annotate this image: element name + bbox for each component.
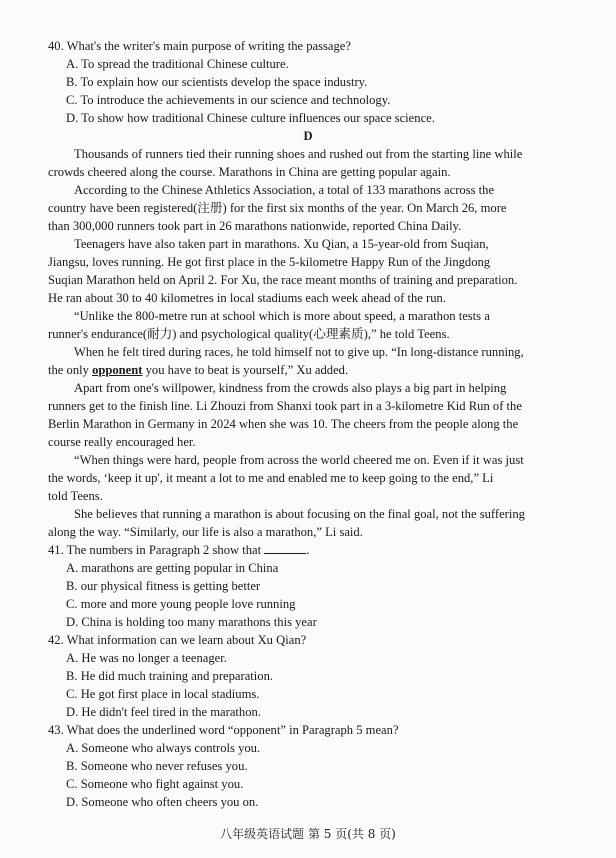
q40-stem: 40. What's the writer's main purpose of writing the passage? (48, 39, 351, 53)
passage-line: He ran about 30 to 40 kilometres in local stadiums each week ahead of the run. (48, 291, 446, 305)
q42-option-c: C. He got first place in local stadiums. (66, 687, 260, 701)
q42-option-b: B. He did much training and preparation. (66, 669, 274, 683)
underlined-word-opponent: opponent (92, 363, 143, 377)
q43-option-c: C. Someone who fight against you. (66, 777, 244, 791)
q43-option-a: A. Someone who always controls you. (66, 741, 261, 755)
q42-option-a: A. He was no longer a teenager. (66, 651, 227, 665)
passage-text: you have to beat is yourself,” Xu added. (142, 363, 349, 377)
q40-option-b: B. To explain how our scientists develop the space industry. (66, 75, 368, 89)
q43-option-b: B. Someone who never refuses you. (66, 759, 248, 773)
passage-line: Jiangsu, loves running. He got first place in the 5-kilometre Happy Run of the Jingdong (48, 255, 491, 269)
q43-option-d: D. Someone who often cheers you on. (66, 795, 259, 809)
page-footer: 八年级英语试题 第 5 页(共 8 页) (220, 827, 396, 841)
passage-line: crowds cheered along the course. Marathons in China are getting popular again. (48, 165, 451, 179)
passage-line: Thousands of runners tied their running shoes and rushed out from the starting line while (74, 147, 523, 161)
passage-line: Apart from one's willpower, kindness from the crowds also plays a big part in helping (74, 381, 507, 395)
passage-line: “When things were hard, people from across the world cheered me on. Even if it was just (74, 453, 524, 467)
passage-line: Suqian Marathon held on April 2. For Xu, the race meant months of training and preparation. (48, 273, 518, 287)
q41-stem-text: 41. The numbers in Paragraph 2 show that (48, 543, 262, 557)
passage-line: runner's endurance(耐力) and psychological quality(心理素质),” he told Teens. (48, 327, 450, 341)
q41-stem: 41. The numbers in Paragraph 2 show that . (48, 543, 310, 557)
q42-option-d: D. He didn't feel tired in the marathon. (66, 705, 261, 719)
q40-option-c: C. To introduce the achievements in our science and technology. (66, 93, 391, 107)
passage-line: course really encouraged her. (48, 435, 196, 449)
passage-line: Teenagers have also taken part in marathons. Xu Qian, a 15-year-old from Suqian, (74, 237, 489, 251)
passage-line: runners get to the finish line. Li Zhouzi from Shanxi took part in a 3-kilometre Kid Run of the (48, 399, 522, 413)
q40-option-a: A. To spread the traditional Chinese culture. (66, 57, 289, 71)
q41-option-d: D. China is holding too many marathons this year (66, 615, 317, 629)
passage-line: than 300,000 runners took part in 26 marathons nationwide, reported China Daily. (48, 219, 462, 233)
passage-line: the words, ‘keep it up', it meant a lot to me and enabled me to keep going to the end,” Li (48, 471, 494, 485)
passage-line: She believes that running a marathon is about focusing on the final goal, not the suffering (74, 507, 525, 521)
passage-line: told Teens. (48, 489, 103, 503)
q41-option-b: B. our physical fitness is getting better (66, 579, 261, 593)
q40-option-d: D. To show how traditional Chinese culture influences our space science. (66, 111, 435, 125)
answer-blank (264, 542, 306, 554)
passage-text: the only (48, 363, 93, 377)
passage-line: along the way. “Similarly, our life is also a marathon,” Li said. (48, 525, 363, 539)
passage-line: “Unlike the 800-metre run at school which is more about speed, a marathon tests a (74, 309, 490, 323)
q42-stem: 42. What information can we learn about Xu Qian? (48, 633, 307, 647)
passage-line: According to the Chinese Athletics Association, a total of 133 marathons across the (74, 183, 495, 197)
q43-stem: 43. What does the underlined word “opponent” in Paragraph 5 mean? (48, 723, 399, 737)
passage-line: When he felt tired during races, he told himself not to give up. “In long-distance running, (74, 345, 524, 359)
passage-line: Berlin Marathon in Germany in 2024 when she was 10. The cheers from the people along the (48, 417, 519, 431)
passage-line (48, 362, 348, 378)
q41-option-c: C. more and more young people love running (66, 597, 296, 611)
section-label: D (303, 129, 313, 143)
passage-line: country have been registered(注册) for the first six months of the year. On March 26, more (48, 201, 507, 215)
q41-option-a: A. marathons are getting popular in China (66, 561, 279, 575)
